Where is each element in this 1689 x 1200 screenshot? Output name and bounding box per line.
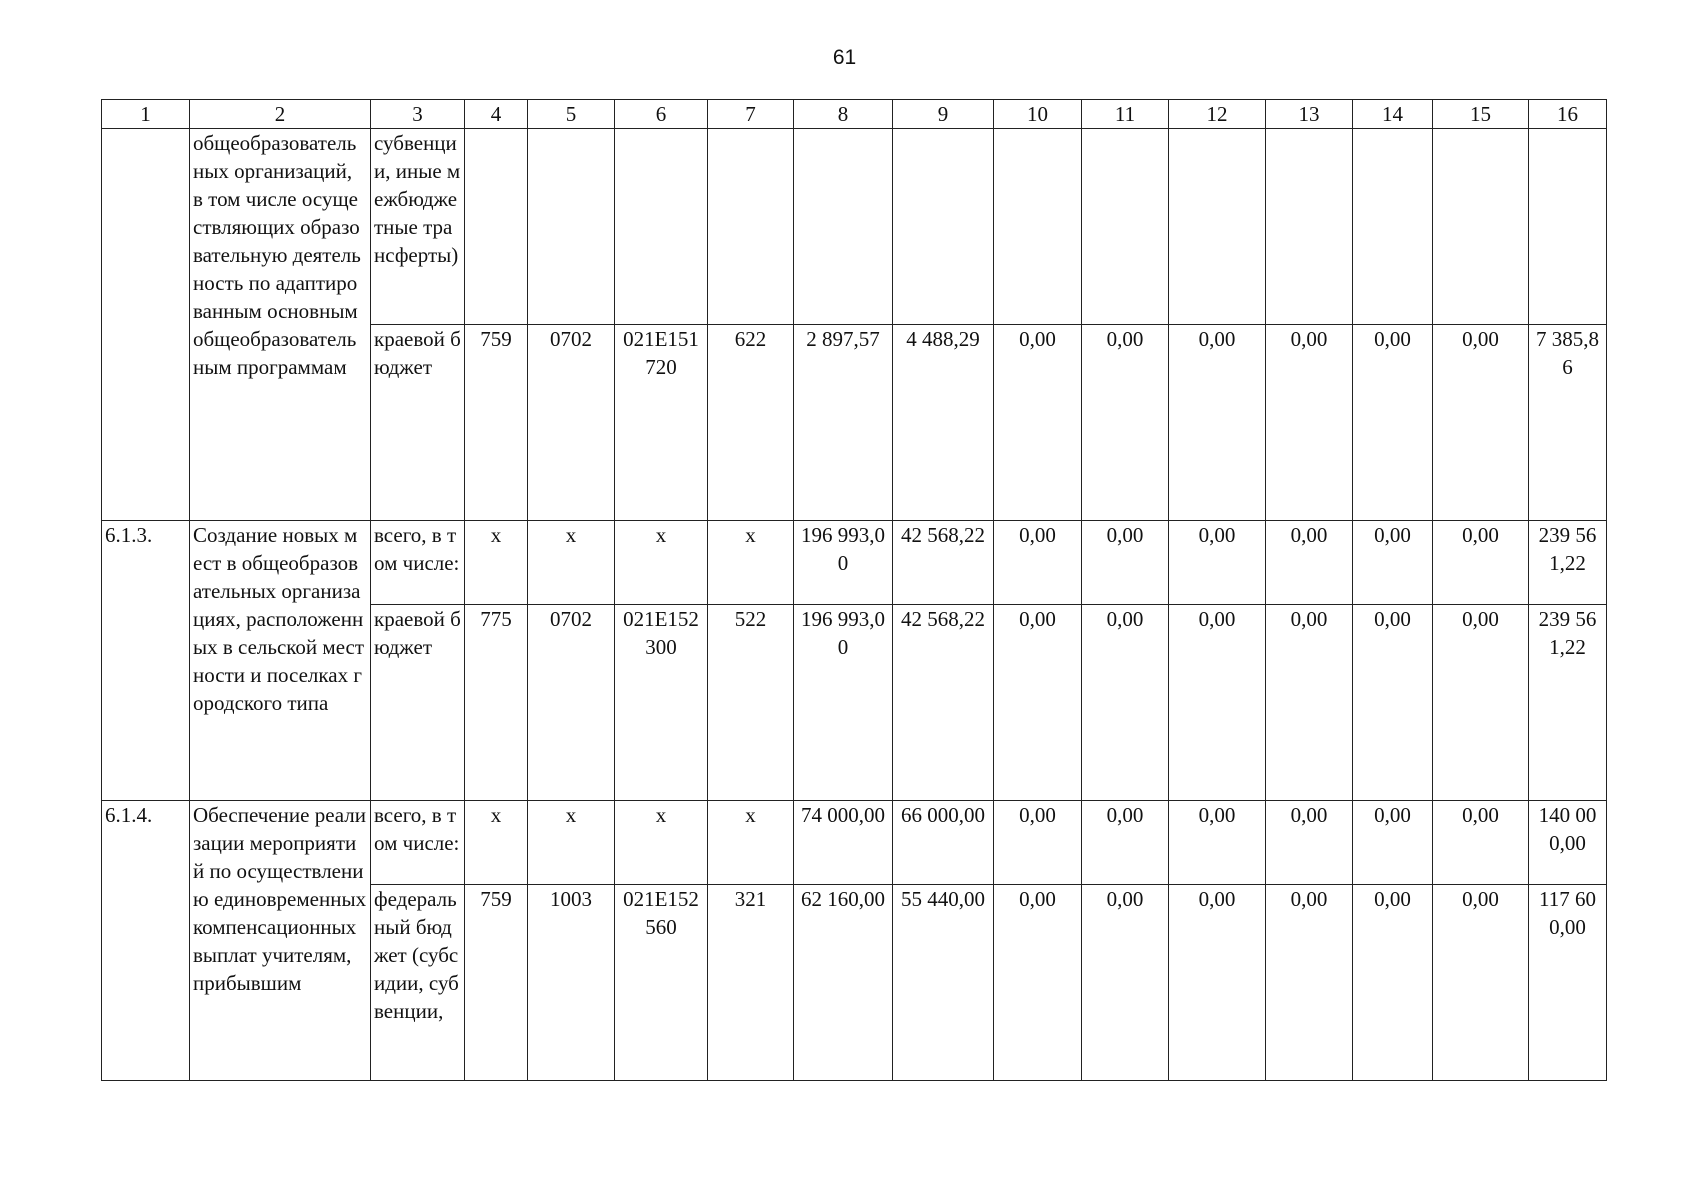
table-header-row bbox=[102, 100, 1607, 129]
funding-source: всего, в том числе: bbox=[371, 801, 465, 885]
table-cell: 775 bbox=[465, 605, 528, 801]
table-cell: 0,00 bbox=[1169, 521, 1266, 605]
table-cell: 0,00 bbox=[1082, 885, 1169, 1081]
column-header: 16 bbox=[1529, 100, 1607, 129]
table-cell: 42 568,22 bbox=[893, 521, 994, 605]
table-cell: 0,00 bbox=[1353, 605, 1433, 801]
table-cell: x bbox=[528, 521, 615, 605]
table-cell: 140 000,00 bbox=[1529, 801, 1607, 885]
table-cell: 0,00 bbox=[1169, 801, 1266, 885]
page-number: 61 bbox=[832, 46, 857, 69]
table-cell bbox=[794, 129, 893, 325]
table-cell: 0,00 bbox=[994, 521, 1082, 605]
table-cell: 0,00 bbox=[994, 885, 1082, 1081]
table-cell: x bbox=[465, 521, 528, 605]
row-number: 6.1.3. bbox=[102, 521, 190, 801]
column-header: 12 bbox=[1169, 100, 1266, 129]
table-cell bbox=[1353, 129, 1433, 325]
column-header: 5 bbox=[528, 100, 615, 129]
column-header: 1 bbox=[102, 100, 190, 129]
table-cell: 021E152300 bbox=[615, 605, 708, 801]
column-header: 13 bbox=[1266, 100, 1353, 129]
table-cell: x bbox=[708, 801, 794, 885]
table-cell bbox=[708, 129, 794, 325]
column-header: 14 bbox=[1353, 100, 1433, 129]
column-header: 3 bbox=[371, 100, 465, 129]
table-cell: 0,00 bbox=[1266, 521, 1353, 605]
table-cell: 0702 bbox=[528, 605, 615, 801]
table-cell: 0,00 bbox=[994, 325, 1082, 521]
table-cell: 0,00 bbox=[1433, 885, 1529, 1081]
column-header: 7 bbox=[708, 100, 794, 129]
table-cell: 0,00 bbox=[1433, 605, 1529, 801]
table-cell: 196 993,00 bbox=[794, 605, 893, 801]
table-cell: 0,00 bbox=[1266, 325, 1353, 521]
column-header: 11 bbox=[1082, 100, 1169, 129]
table-cell: 239 561,22 bbox=[1529, 605, 1607, 801]
table-row bbox=[102, 801, 1607, 885]
funding-source: всего, в том числе: bbox=[371, 521, 465, 605]
table-cell bbox=[1529, 129, 1607, 325]
table-cell: 0,00 bbox=[1433, 325, 1529, 521]
table-cell: 759 bbox=[465, 885, 528, 1081]
table-cell: 117 600,00 bbox=[1529, 885, 1607, 1081]
table-cell bbox=[1169, 129, 1266, 325]
table-row bbox=[102, 521, 1607, 605]
column-header: 2 bbox=[190, 100, 371, 129]
table-cell: 0,00 bbox=[1169, 605, 1266, 801]
table-cell: 4 488,29 bbox=[893, 325, 994, 521]
row-number: 6.1.4. bbox=[102, 801, 190, 1081]
funding-source: субвенции, иные межбюджетные трансферты) bbox=[371, 129, 465, 325]
table-cell: 196 993,00 bbox=[794, 521, 893, 605]
table-cell bbox=[615, 129, 708, 325]
column-header: 4 bbox=[465, 100, 528, 129]
column-header: 8 bbox=[794, 100, 893, 129]
table-cell: 0,00 bbox=[1082, 521, 1169, 605]
row-name: общеобразовательных организаций, в том числе осуществляющих образовательную деятельность по адаптированным основным общеобразовательным программам bbox=[190, 129, 371, 521]
table-cell: 0,00 bbox=[994, 801, 1082, 885]
table-cell: 42 568,22 bbox=[893, 605, 994, 801]
row-name: Создание новых мест в общеобразовательных организациях, расположенных в сельской местности и поселках городского типа bbox=[190, 521, 371, 801]
table-cell: 0702 bbox=[528, 325, 615, 521]
table-cell bbox=[994, 129, 1082, 325]
table-cell bbox=[528, 129, 615, 325]
table-cell: 0,00 bbox=[1266, 885, 1353, 1081]
table-cell: x bbox=[465, 801, 528, 885]
table-cell: 0,00 bbox=[1353, 801, 1433, 885]
table-cell: 522 bbox=[708, 605, 794, 801]
table-cell: 0,00 bbox=[1169, 885, 1266, 1081]
table-cell: 0,00 bbox=[1433, 521, 1529, 605]
column-header: 10 bbox=[994, 100, 1082, 129]
table-cell: 0,00 bbox=[1433, 801, 1529, 885]
column-header: 6 bbox=[615, 100, 708, 129]
table-cell: 0,00 bbox=[1082, 801, 1169, 885]
row-name: Обеспечение реализации мероприятий по осуществлению единовременных компенсационных выплат учителям, прибывшим bbox=[190, 801, 371, 1081]
column-header: 9 bbox=[893, 100, 994, 129]
table-cell: 321 bbox=[708, 885, 794, 1081]
table-cell: 0,00 bbox=[1353, 521, 1433, 605]
table-cell: 0,00 bbox=[1169, 325, 1266, 521]
table-cell: 55 440,00 bbox=[893, 885, 994, 1081]
table-cell: 0,00 bbox=[1353, 885, 1433, 1081]
table-cell: 021E152560 bbox=[615, 885, 708, 1081]
table-cell: 239 561,22 bbox=[1529, 521, 1607, 605]
table-cell: 62 160,00 bbox=[794, 885, 893, 1081]
table-cell: 0,00 bbox=[1266, 801, 1353, 885]
table-cell: 0,00 bbox=[1353, 325, 1433, 521]
table-cell: 021E151720 bbox=[615, 325, 708, 521]
table-cell: 7 385,86 bbox=[1529, 325, 1607, 521]
table-cell bbox=[465, 129, 528, 325]
budget-table bbox=[101, 99, 1607, 1081]
funding-source: федеральный бюджет (субсидии, субвенции, bbox=[371, 885, 465, 1081]
table-cell: 1003 bbox=[528, 885, 615, 1081]
table-cell: 759 bbox=[465, 325, 528, 521]
table-cell bbox=[1082, 129, 1169, 325]
table-cell: 0,00 bbox=[1082, 325, 1169, 521]
table-cell: 0,00 bbox=[1082, 605, 1169, 801]
table-cell: 66 000,00 bbox=[893, 801, 994, 885]
table-cell: 2 897,57 bbox=[794, 325, 893, 521]
table-cell: x bbox=[615, 801, 708, 885]
row-number bbox=[102, 129, 190, 521]
table-cell: x bbox=[708, 521, 794, 605]
table-cell: x bbox=[615, 521, 708, 605]
table-cell: 0,00 bbox=[1266, 605, 1353, 801]
table-cell: 74 000,00 bbox=[794, 801, 893, 885]
table-cell: 622 bbox=[708, 325, 794, 521]
table-cell: x bbox=[528, 801, 615, 885]
funding-source: краевой бюджет bbox=[371, 605, 465, 801]
table-row bbox=[102, 129, 1607, 325]
table-cell bbox=[1266, 129, 1353, 325]
table-cell bbox=[893, 129, 994, 325]
table-cell: 0,00 bbox=[994, 605, 1082, 801]
table-cell bbox=[1433, 129, 1529, 325]
funding-source: краевой бюджет bbox=[371, 325, 465, 521]
column-header: 15 bbox=[1433, 100, 1529, 129]
